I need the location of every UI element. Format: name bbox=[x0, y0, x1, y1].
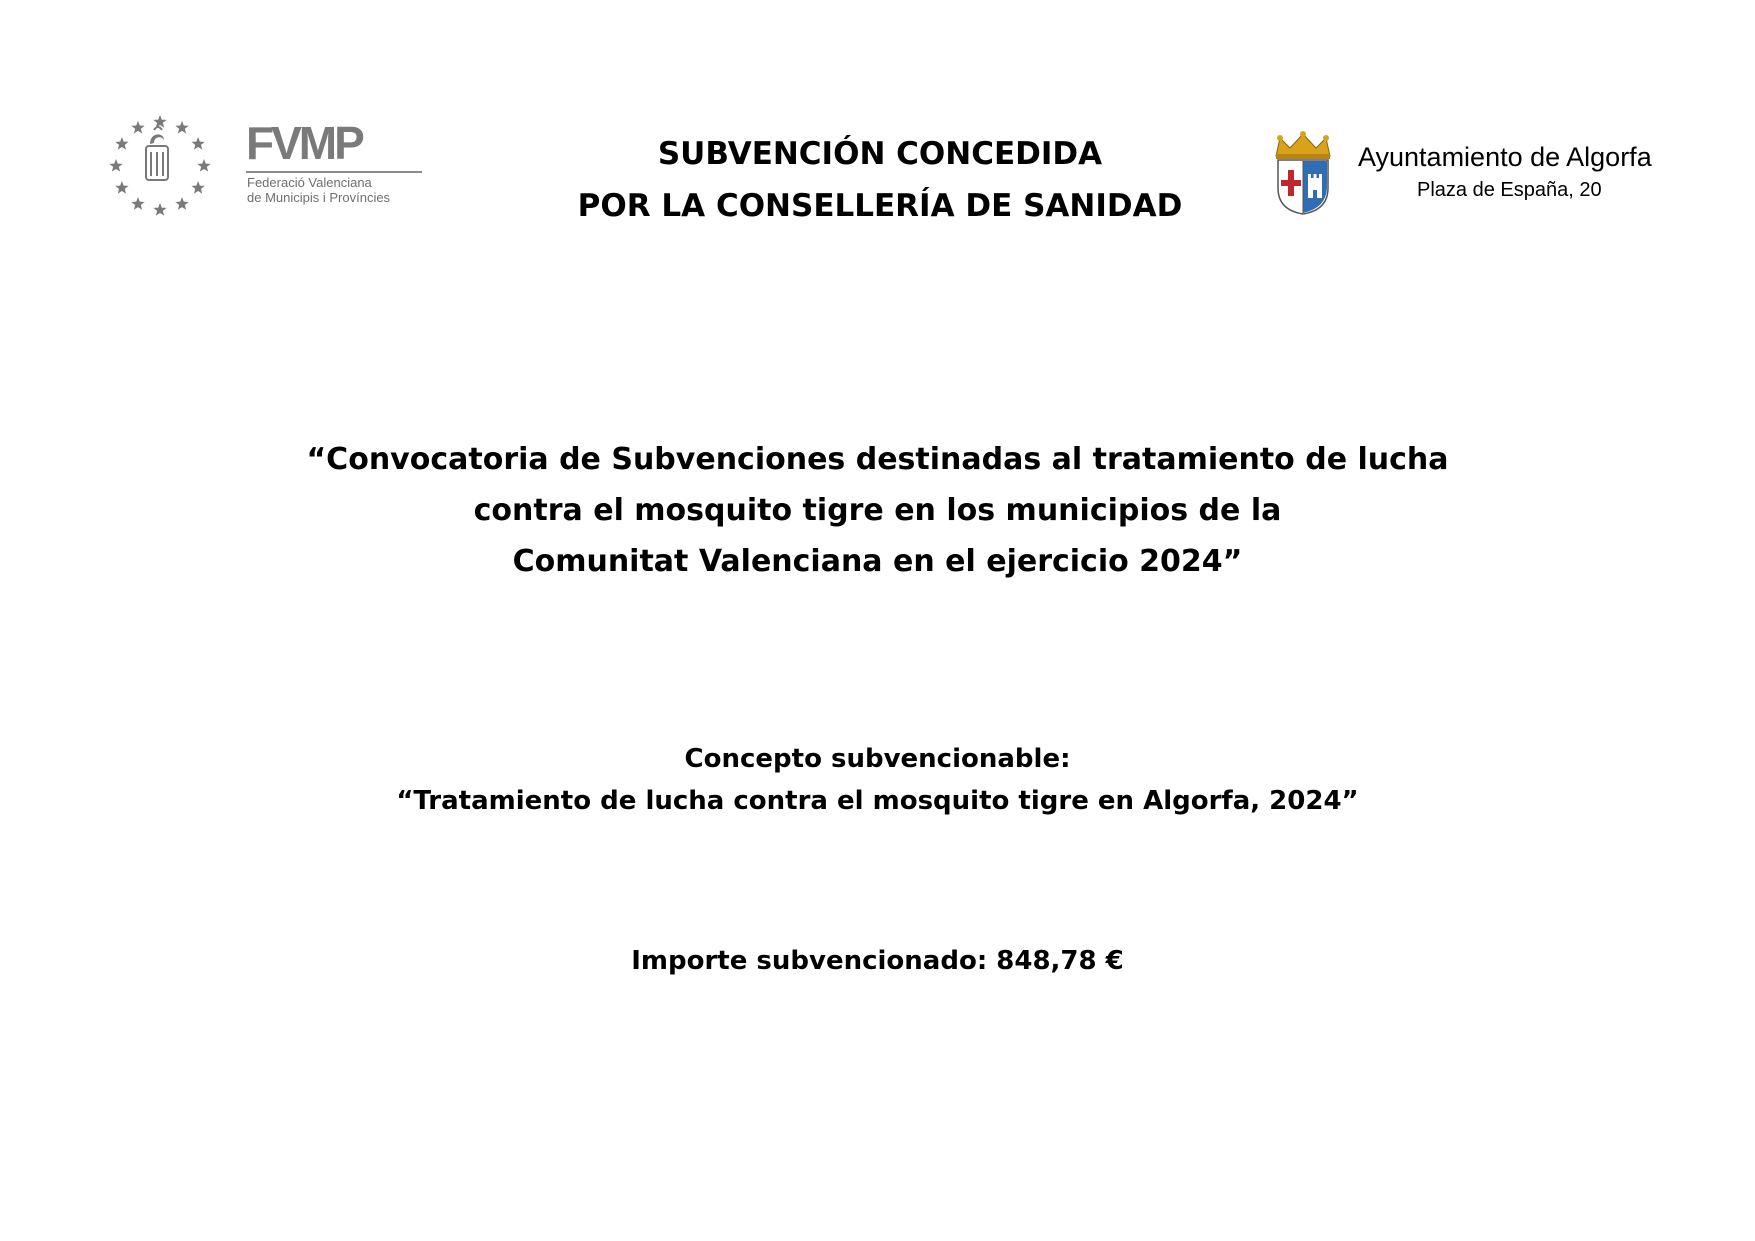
star-icon bbox=[115, 181, 128, 194]
fvmp-star-ring-emblem bbox=[108, 110, 214, 222]
page-title bbox=[480, 128, 1280, 232]
concepto-block bbox=[180, 738, 1575, 822]
convocatoria-heading bbox=[180, 434, 1575, 587]
ayuntamiento-address: Plaza de España, 20 bbox=[1417, 179, 1602, 201]
convocatoria-line1: “Convocatoria de Subvenciones destinadas al tratamiento de lucha bbox=[306, 442, 1449, 477]
fvmp-subtitle-line1: Federació Valenciana bbox=[247, 175, 372, 190]
fvmp-wordmark: FVMP bbox=[246, 117, 362, 169]
star-icon bbox=[109, 159, 122, 172]
star-icon bbox=[153, 115, 166, 128]
fvmp-logo bbox=[108, 110, 428, 222]
star-icon bbox=[175, 121, 188, 134]
star-icon bbox=[197, 159, 210, 172]
concepto-label: Concepto subvencionable: bbox=[684, 744, 1071, 774]
convocatoria-line2: contra el mosquito tigre en los municipios de la bbox=[473, 493, 1282, 528]
convocatoria-line3: Comunitat Valenciana en el ejercicio 2024” bbox=[512, 544, 1243, 579]
star-icon bbox=[191, 181, 204, 194]
star-icon bbox=[131, 197, 144, 210]
star-icon bbox=[175, 197, 188, 210]
ayuntamiento-name: Ayuntamiento de Algorfa bbox=[1358, 142, 1652, 172]
star-icon bbox=[131, 121, 144, 134]
importe-text: Importe subvencionado: 848,78 € bbox=[631, 946, 1124, 976]
fvmp-subtitle-line2: de Municipis i Províncies bbox=[247, 190, 391, 205]
page-title-line2: POR LA CONSELLERÍA DE SANIDAD bbox=[577, 188, 1183, 224]
star-icon bbox=[191, 137, 204, 150]
star-icon bbox=[115, 137, 128, 150]
fvmp-subtitle bbox=[247, 175, 390, 205]
fvmp-shield-icon bbox=[146, 127, 168, 180]
algorfa-coat-of-arms-icon bbox=[1268, 130, 1338, 216]
fvmp-divider bbox=[246, 171, 422, 173]
star-icon bbox=[153, 203, 166, 216]
page-title-line1: SUBVENCIÓN CONCEDIDA bbox=[657, 136, 1103, 172]
concepto-value: “Tratamiento de lucha contra el mosquito tigre en Algorfa, 2024” bbox=[396, 786, 1359, 816]
